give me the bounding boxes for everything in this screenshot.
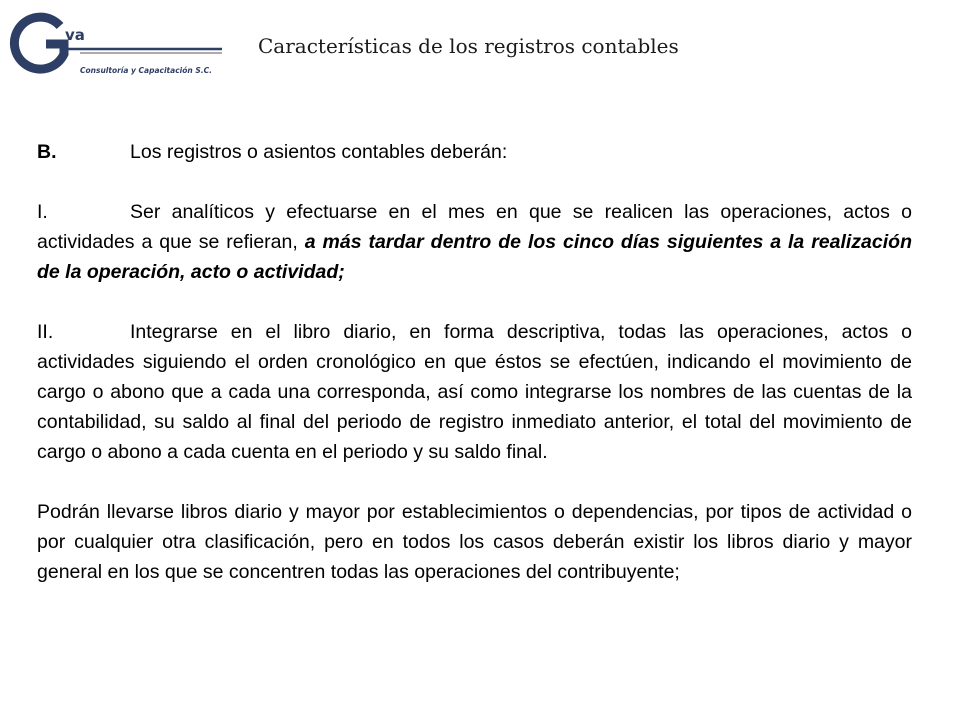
section-label: B. [37,141,57,163]
item-i-label: I. [37,201,48,223]
gva-logo-icon [2,8,232,74]
slide-title: Características de los registros contables [258,34,679,58]
section-text: Los registros o asientos contables deberán: [130,141,508,163]
gva-logo [2,8,232,74]
item-ii-label: II. [37,321,54,343]
svg-text:va: va [65,26,85,44]
item-ii [37,317,912,467]
item-ii-text: Integrarse en el libro diario, en forma descriptiva, todas las operaciones, actos o actividades siguiendo el orden cronológico en que éstos se efectúen, indicando el movimiento de cargo o abono que a cada una corresponda, así como integrarse los nombres de las cuentas de la contabilidad, su saldo al final del periodo de registro inmediato anterior, el total del movimiento de cargo o abono a cada cuenta en el periodo y su saldo final. [37,321,912,463]
closing-paragraph: Podrán llevarse libros diario y mayor por establecimientos o dependencias, por tipos de actividad o por cualquier otra clasificación, pero en todos los casos deberán existir los libros diario y mayor general en los que se concentren todas las operaciones del contribuyente; [37,501,912,583]
item-i-emphasis: a más tardar dentro de los cinco días siguientes a la realización de la operación, acto o actividad; [37,231,912,283]
section-heading [37,137,912,167]
item-i-text: Ser analíticos y efectuarse en el mes en que se realicen las operaciones, actos o actividades a que se refieran, [37,201,912,253]
body-text [37,137,912,587]
item-i [37,197,912,287]
logo-caption: Consultoría y Capacitación S.C. [80,66,212,75]
